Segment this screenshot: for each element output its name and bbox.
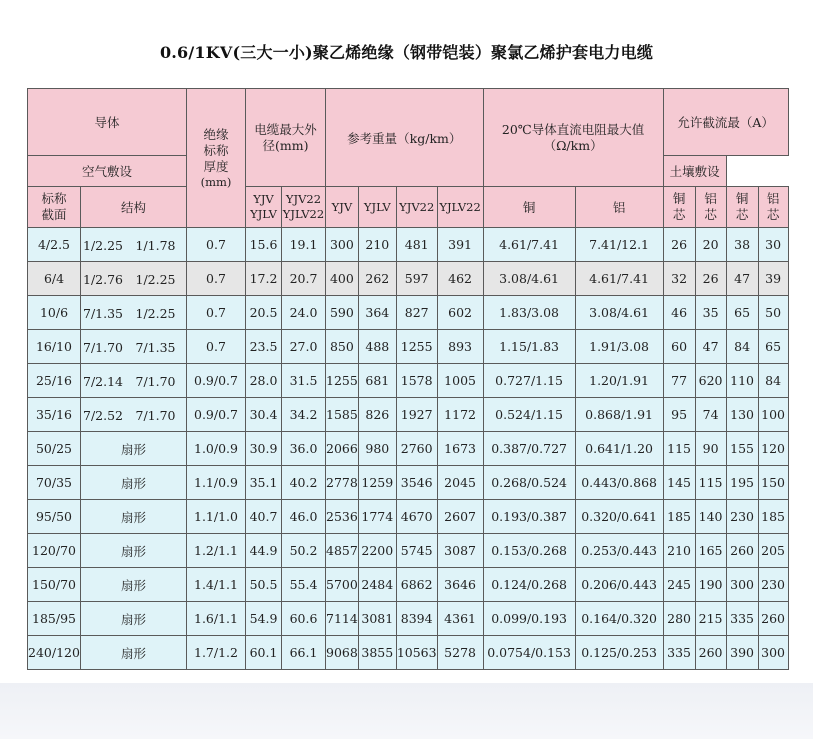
header-reference-weight: 参考重量（kg/km） (326, 89, 484, 187)
cell-insulation-thickness: 1.4/1.1 (187, 568, 246, 602)
cell-air-aluminum: 215 (695, 602, 726, 636)
cell-soil-copper: 155 (726, 432, 758, 466)
cell-soil-copper: 195 (726, 466, 758, 500)
cell-air-aluminum: 47 (695, 330, 726, 364)
cell-air-aluminum: 190 (695, 568, 726, 602)
page-title: 0.6/1KV(三大一小)聚乙烯绝缘（钢带铠装）聚氯乙烯护套电力电缆 (159, 43, 654, 62)
cell-weight-yjv: 9068 (326, 636, 359, 670)
header-soil-cu-1: 铜 (735, 191, 749, 206)
cell-weight-yjlv: 262 (358, 262, 396, 296)
cell-weight-yjv: 400 (326, 262, 359, 296)
cell-resistance-aluminum: 0.320/0.641 (575, 500, 663, 534)
header-insulation-line3: 厚度 (203, 158, 229, 174)
header-resistance-line1: 20℃导体直流电阻最大值 (501, 121, 645, 137)
cell-weight-yjlv: 2484 (358, 568, 396, 602)
header-insulation-line2: 标称 (203, 142, 229, 158)
header-od-yjv22-label: YJV22 (285, 192, 322, 206)
table-row (28, 466, 789, 500)
cell-insulation-thickness: 0.7 (187, 296, 246, 330)
cell-weight-yjlv: 1774 (358, 500, 396, 534)
header-max-outer-diameter (246, 89, 326, 187)
cell-structure: 7/1.70 7/1.35 (81, 330, 187, 364)
cell-air-copper: 77 (663, 364, 695, 398)
cell-nominal-section: 50/25 (28, 432, 81, 466)
cell-resistance-copper: 0.0754/0.153 (483, 636, 575, 670)
cell-resistance-aluminum: 3.08/4.61 (575, 296, 663, 330)
cell-weight-yjlv22: 2045 (437, 466, 483, 500)
cell-weight-yjv22: 10563 (396, 636, 437, 670)
table-row (28, 398, 789, 432)
header-row-3 (28, 187, 789, 228)
cell-air-copper: 115 (663, 432, 695, 466)
cell-air-copper: 95 (663, 398, 695, 432)
cell-weight-yjlv22: 602 (437, 296, 483, 330)
cell-weight-yjlv22: 4361 (437, 602, 483, 636)
cell-weight-yjlv22: 2607 (437, 500, 483, 534)
cell-weight-yjlv22: 3087 (437, 534, 483, 568)
cell-nominal-section: 240/120 (28, 636, 81, 670)
header-weight-yjlv: YJLV (358, 187, 396, 228)
cell-nominal-section: 185/95 (28, 602, 81, 636)
cell-weight-yjv22: 1927 (396, 398, 437, 432)
cell-od-yjv22: 40.2 (282, 466, 326, 500)
cell-weight-yjv22: 4670 (396, 500, 437, 534)
header-air-copper-core (663, 187, 695, 228)
cell-resistance-copper: 0.387/0.727 (483, 432, 575, 466)
cell-air-copper: 335 (663, 636, 695, 670)
cell-weight-yjlv22: 1005 (437, 364, 483, 398)
cell-air-aluminum: 115 (695, 466, 726, 500)
header-soil-laying: 土壤敷设 (663, 156, 726, 187)
header-soil-aluminum-core (758, 187, 788, 228)
cell-weight-yjlv: 1259 (358, 466, 396, 500)
cell-od-yjv: 28.0 (246, 364, 282, 398)
cell-insulation-thickness: 1.0/0.9 (187, 432, 246, 466)
cell-insulation-thickness: 0.7 (187, 330, 246, 364)
header-od-yjv-label: YJV (253, 192, 274, 206)
cell-od-yjv22: 66.1 (282, 636, 326, 670)
cell-od-yjv: 15.6 (246, 228, 282, 262)
cell-insulation-thickness: 1.1/1.0 (187, 500, 246, 534)
cell-air-copper: 245 (663, 568, 695, 602)
cell-air-aluminum: 140 (695, 500, 726, 534)
cable-spec-table (27, 88, 789, 670)
cell-air-aluminum: 74 (695, 398, 726, 432)
cell-insulation-thickness: 1.7/1.2 (187, 636, 246, 670)
cell-resistance-aluminum: 0.443/0.868 (575, 466, 663, 500)
cell-structure: 扇形 (81, 466, 187, 500)
cell-od-yjv22: 36.0 (282, 432, 326, 466)
cell-weight-yjlv22: 893 (437, 330, 483, 364)
cell-insulation-thickness: 0.9/0.7 (187, 398, 246, 432)
header-air-cu-1: 铜 (672, 191, 686, 206)
cell-weight-yjlv: 681 (358, 364, 396, 398)
cell-resistance-copper: 4.61/7.41 (483, 228, 575, 262)
cell-soil-aluminum: 185 (758, 500, 788, 534)
cell-resistance-copper: 0.727/1.15 (483, 364, 575, 398)
cell-resistance-copper: 0.524/1.15 (483, 398, 575, 432)
cell-od-yjv: 20.5 (246, 296, 282, 330)
cell-nominal-section: 10/6 (28, 296, 81, 330)
cell-insulation-thickness: 1.6/1.1 (187, 602, 246, 636)
cell-resistance-aluminum: 0.125/0.253 (575, 636, 663, 670)
cell-weight-yjv22: 6862 (396, 568, 437, 602)
header-od-yjlv22-label: YJLV22 (282, 207, 325, 221)
cell-weight-yjlv: 3081 (358, 602, 396, 636)
cell-soil-aluminum: 205 (758, 534, 788, 568)
cell-od-yjv: 30.9 (246, 432, 282, 466)
cell-od-yjv22: 31.5 (282, 364, 326, 398)
header-air-cu-2: 芯 (672, 207, 686, 222)
cell-weight-yjlv22: 3646 (437, 568, 483, 602)
cell-weight-yjv: 2066 (326, 432, 359, 466)
cell-od-yjv: 50.5 (246, 568, 282, 602)
table-row (28, 568, 789, 602)
cell-od-yjv22: 27.0 (282, 330, 326, 364)
cell-nominal-section: 70/35 (28, 466, 81, 500)
cell-structure: 7/1.35 1/2.25 (81, 296, 187, 330)
cell-weight-yjlv: 3855 (358, 636, 396, 670)
cell-soil-copper: 47 (726, 262, 758, 296)
cell-air-aluminum: 26 (695, 262, 726, 296)
table-row (28, 330, 789, 364)
header-soil-cu-2: 芯 (735, 207, 749, 222)
cell-od-yjv22: 24.0 (282, 296, 326, 330)
header-dc-resistance (483, 89, 663, 187)
cell-od-yjv: 40.7 (246, 500, 282, 534)
cell-insulation-thickness: 0.7 (187, 262, 246, 296)
cell-nominal-section: 95/50 (28, 500, 81, 534)
header-air-al-2: 芯 (704, 207, 717, 222)
cell-soil-copper: 230 (726, 500, 758, 534)
cell-od-yjv: 30.4 (246, 398, 282, 432)
cell-air-copper: 185 (663, 500, 695, 534)
cell-resistance-aluminum: 4.61/7.41 (575, 262, 663, 296)
header-max-od-line1: 电缆最大外 (254, 121, 317, 137)
cell-weight-yjv: 590 (326, 296, 359, 330)
cell-nominal-section: 35/16 (28, 398, 81, 432)
cell-weight-yjlv: 980 (358, 432, 396, 466)
cell-air-aluminum: 620 (695, 364, 726, 398)
header-weight-yjv22: YJV22 (396, 187, 437, 228)
cell-structure: 扇形 (81, 500, 187, 534)
cell-weight-yjlv22: 462 (437, 262, 483, 296)
cell-od-yjv: 23.5 (246, 330, 282, 364)
cell-weight-yjlv: 488 (358, 330, 396, 364)
bottom-background-band (0, 683, 813, 739)
cell-resistance-aluminum: 0.164/0.320 (575, 602, 663, 636)
cell-od-yjv22: 34.2 (282, 398, 326, 432)
cell-air-copper: 60 (663, 330, 695, 364)
cell-soil-aluminum: 150 (758, 466, 788, 500)
cell-soil-aluminum: 30 (758, 228, 788, 262)
cell-soil-aluminum: 100 (758, 398, 788, 432)
cell-air-copper: 32 (663, 262, 695, 296)
cell-weight-yjv: 1585 (326, 398, 359, 432)
cell-structure: 7/2.14 7/1.70 (81, 364, 187, 398)
header-resistance-line2: （Ω/km） (543, 137, 603, 153)
cell-weight-yjlv22: 391 (437, 228, 483, 262)
cell-soil-aluminum: 300 (758, 636, 788, 670)
table-row (28, 636, 789, 670)
cell-weight-yjv: 4857 (326, 534, 359, 568)
cell-weight-yjlv22: 1172 (437, 398, 483, 432)
cell-soil-copper: 390 (726, 636, 758, 670)
table-row (28, 500, 789, 534)
cell-weight-yjv22: 8394 (396, 602, 437, 636)
cell-od-yjv22: 55.4 (282, 568, 326, 602)
cell-soil-copper: 260 (726, 534, 758, 568)
table-row (28, 228, 789, 262)
header-od-yjv22 (282, 187, 326, 228)
cell-air-copper: 210 (663, 534, 695, 568)
cell-od-yjv22: 46.0 (282, 500, 326, 534)
cell-soil-aluminum: 120 (758, 432, 788, 466)
cell-soil-copper: 65 (726, 296, 758, 330)
header-soil-copper-core (726, 187, 758, 228)
cell-resistance-copper: 3.08/4.61 (483, 262, 575, 296)
cell-od-yjv22: 60.6 (282, 602, 326, 636)
cell-insulation-thickness: 0.7 (187, 228, 246, 262)
table-row (28, 602, 789, 636)
cell-weight-yjv: 2778 (326, 466, 359, 500)
cell-weight-yjv22: 827 (396, 296, 437, 330)
cell-od-yjv: 17.2 (246, 262, 282, 296)
cell-soil-aluminum: 84 (758, 364, 788, 398)
header-air-al-1: 铝 (704, 191, 717, 206)
cell-soil-aluminum: 230 (758, 568, 788, 602)
table-row (28, 432, 789, 466)
header-air-laying: 空气敷设 (28, 156, 187, 187)
cell-weight-yjlv: 826 (358, 398, 396, 432)
header-resistance-copper: 铜 (483, 187, 575, 228)
cell-soil-copper: 38 (726, 228, 758, 262)
cell-air-copper: 46 (663, 296, 695, 330)
cell-od-yjv: 35.1 (246, 466, 282, 500)
header-weight-yjv: YJV (326, 187, 359, 228)
cell-resistance-copper: 0.268/0.524 (483, 466, 575, 500)
cell-od-yjv: 54.9 (246, 602, 282, 636)
cell-nominal-section: 25/16 (28, 364, 81, 398)
cell-soil-aluminum: 65 (758, 330, 788, 364)
header-soil-al-2: 芯 (766, 207, 780, 222)
cell-soil-copper: 335 (726, 602, 758, 636)
header-ampacity: 允许截流最（A） (663, 89, 788, 156)
table-row (28, 296, 789, 330)
cell-weight-yjlv: 210 (358, 228, 396, 262)
header-insulation-unit: (mm) (200, 174, 232, 189)
cell-resistance-copper: 0.153/0.268 (483, 534, 575, 568)
cell-insulation-thickness: 0.9/0.7 (187, 364, 246, 398)
cell-resistance-aluminum: 0.206/0.443 (575, 568, 663, 602)
cell-weight-yjv22: 1578 (396, 364, 437, 398)
cell-soil-copper: 130 (726, 398, 758, 432)
header-nominal-section (28, 187, 81, 228)
cell-resistance-copper: 0.099/0.193 (483, 602, 575, 636)
cell-weight-yjlv: 364 (358, 296, 396, 330)
cell-resistance-aluminum: 0.641/1.20 (575, 432, 663, 466)
cell-nominal-section: 4/2.5 (28, 228, 81, 262)
cell-weight-yjv22: 481 (396, 228, 437, 262)
cell-soil-copper: 84 (726, 330, 758, 364)
cell-od-yjv22: 20.7 (282, 262, 326, 296)
cell-weight-yjv: 850 (326, 330, 359, 364)
cell-weight-yjv: 7114 (326, 602, 359, 636)
cell-insulation-thickness: 1.1/0.9 (187, 466, 246, 500)
cell-weight-yjv: 5700 (326, 568, 359, 602)
header-insulation-line1: 绝缘 (203, 126, 229, 142)
header-od-yjv (246, 187, 282, 228)
cell-structure: 扇形 (81, 534, 187, 568)
cell-air-copper: 280 (663, 602, 695, 636)
cell-air-aluminum: 165 (695, 534, 726, 568)
header-insulation-thickness (187, 89, 246, 228)
cell-nominal-section: 6/4 (28, 262, 81, 296)
header-resistance-aluminum: 铝 (575, 187, 663, 228)
cell-resistance-aluminum: 1.91/3.08 (575, 330, 663, 364)
cell-soil-copper: 300 (726, 568, 758, 602)
cell-soil-aluminum: 260 (758, 602, 788, 636)
cell-nominal-section: 120/70 (28, 534, 81, 568)
cell-structure: 扇形 (81, 602, 187, 636)
cell-weight-yjv: 2536 (326, 500, 359, 534)
cell-resistance-copper: 0.124/0.268 (483, 568, 575, 602)
cell-insulation-thickness: 1.2/1.1 (187, 534, 246, 568)
cell-weight-yjlv: 2200 (358, 534, 396, 568)
cell-od-yjv: 60.1 (246, 636, 282, 670)
cell-weight-yjlv22: 5278 (437, 636, 483, 670)
cell-structure: 扇形 (81, 636, 187, 670)
cell-resistance-aluminum: 0.253/0.443 (575, 534, 663, 568)
cell-structure: 扇形 (81, 568, 187, 602)
cell-resistance-aluminum: 1.20/1.91 (575, 364, 663, 398)
cell-nominal-section: 150/70 (28, 568, 81, 602)
cell-resistance-aluminum: 7.41/12.1 (575, 228, 663, 262)
cell-weight-yjv: 1255 (326, 364, 359, 398)
cell-soil-aluminum: 50 (758, 296, 788, 330)
cell-structure: 7/2.52 7/1.70 (81, 398, 187, 432)
header-nominal-line2: 截面 (41, 207, 67, 222)
cell-resistance-copper: 1.83/3.08 (483, 296, 575, 330)
cell-weight-yjv22: 597 (396, 262, 437, 296)
header-structure: 结构 (81, 187, 187, 228)
cell-resistance-copper: 1.15/1.83 (483, 330, 575, 364)
table-row (28, 262, 789, 296)
header-max-od-line2: 径(mm) (262, 137, 309, 153)
cell-od-yjv22: 50.2 (282, 534, 326, 568)
header-air-aluminum-core (695, 187, 726, 228)
cell-od-yjv22: 19.1 (282, 228, 326, 262)
cell-resistance-copper: 0.193/0.387 (483, 500, 575, 534)
cell-air-copper: 26 (663, 228, 695, 262)
header-row-1 (28, 89, 789, 156)
cell-structure: 扇形 (81, 432, 187, 466)
cell-air-copper: 145 (663, 466, 695, 500)
cell-structure: 1/2.76 1/2.25 (81, 262, 187, 296)
table-row (28, 534, 789, 568)
cell-air-aluminum: 90 (695, 432, 726, 466)
table-row (28, 364, 789, 398)
cell-weight-yjv22: 5745 (396, 534, 437, 568)
cell-soil-copper: 110 (726, 364, 758, 398)
cell-structure: 1/2.25 1/1.78 (81, 228, 187, 262)
cell-air-aluminum: 20 (695, 228, 726, 262)
cell-weight-yjv22: 1255 (396, 330, 437, 364)
cell-weight-yjv22: 2760 (396, 432, 437, 466)
cell-weight-yjv: 300 (326, 228, 359, 262)
cell-air-aluminum: 260 (695, 636, 726, 670)
cell-nominal-section: 16/10 (28, 330, 81, 364)
cell-air-aluminum: 35 (695, 296, 726, 330)
cell-resistance-aluminum: 0.868/1.91 (575, 398, 663, 432)
header-weight-yjlv22: YJLV22 (437, 187, 483, 228)
header-od-yjlv-label: YJLV (250, 207, 277, 221)
header-nominal-line1: 标称 (41, 191, 67, 206)
cell-od-yjv: 44.9 (246, 534, 282, 568)
cell-weight-yjv22: 3546 (396, 466, 437, 500)
cell-soil-aluminum: 39 (758, 262, 788, 296)
header-soil-al-1: 铝 (766, 191, 780, 206)
header-conductor: 导体 (28, 89, 187, 156)
cell-weight-yjlv22: 1673 (437, 432, 483, 466)
